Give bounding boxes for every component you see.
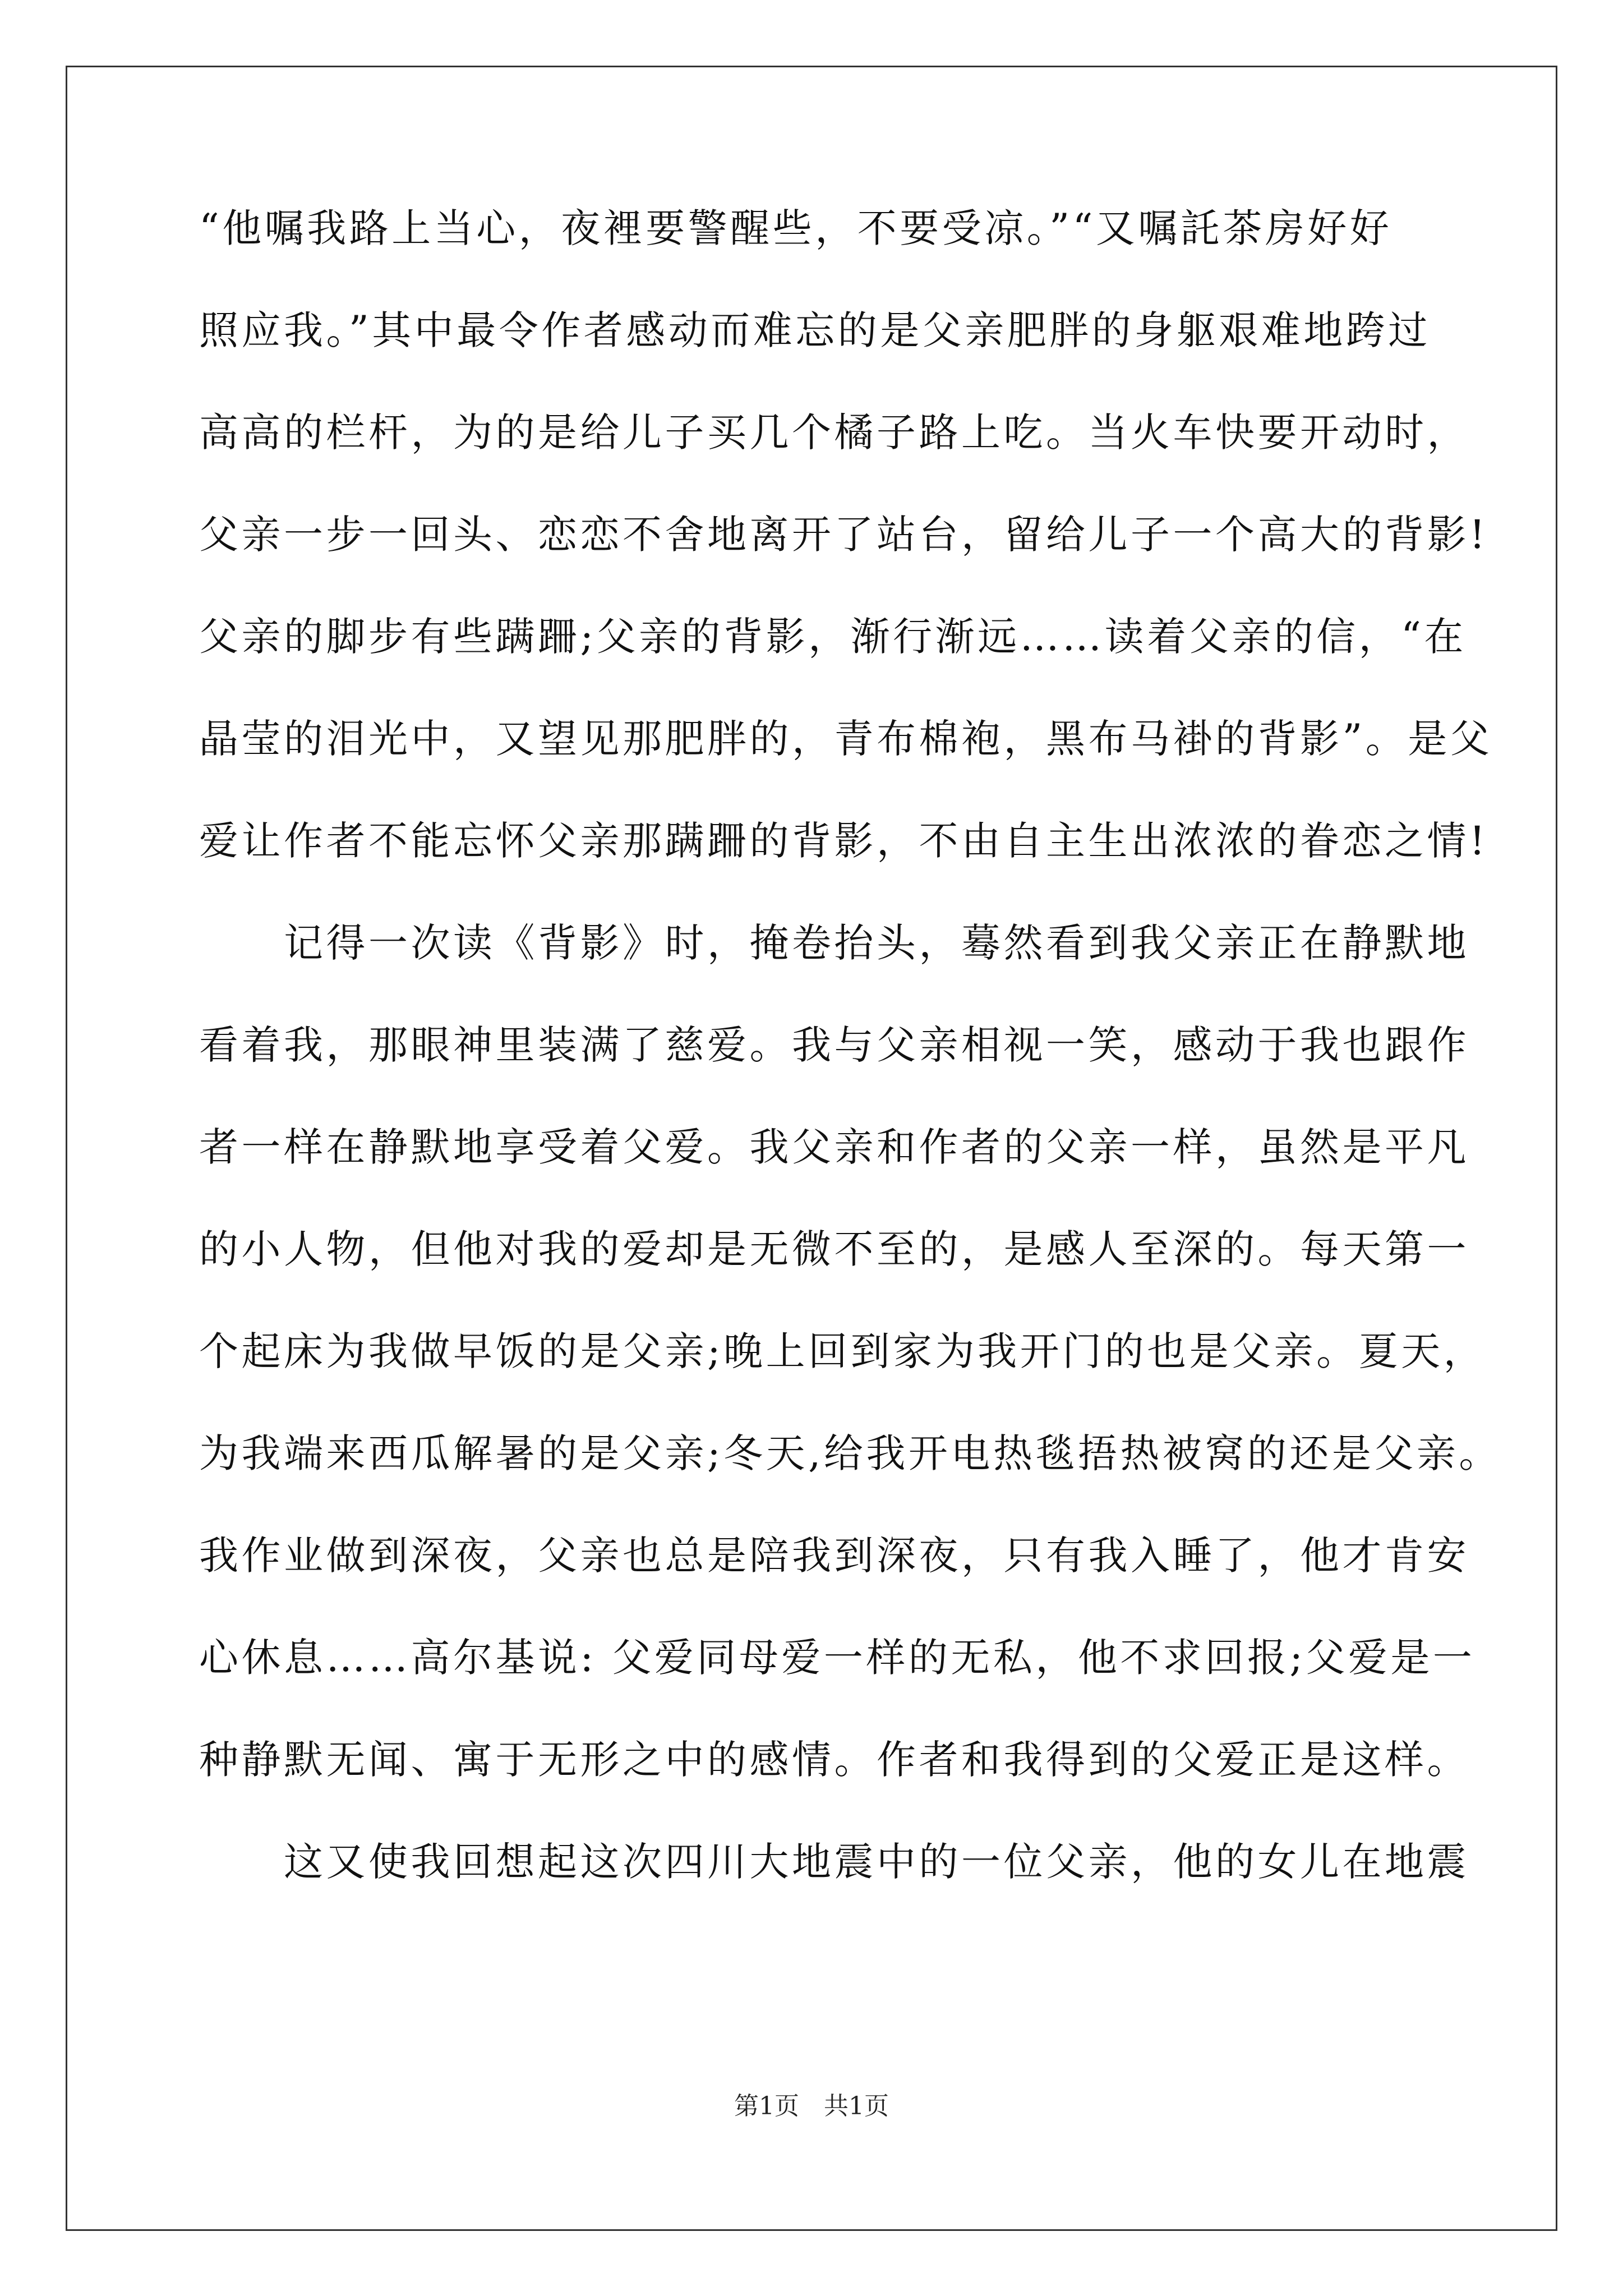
text-line: 爱让作者不能忘怀父亲那蹒跚的背影，不由自主生出浓浓的眷恋之情! <box>199 818 1488 864</box>
text-line: 父亲一步一回头、恋恋不舍地离开了站台，留给儿子一个高大的背影! <box>199 512 1488 558</box>
page-total: 共1页 <box>824 2092 889 2120</box>
document-body <box>199 205 1501 1944</box>
text-line: 父亲的脚步有些蹒跚;父亲的背影，渐行渐远……读着父亲的信，“在 <box>199 614 1467 660</box>
text-line: 记得一次读《背影》时，掩卷抬头，蓦然看到我父亲正在静默地 <box>199 920 1469 966</box>
text-line: 的小人物，但他对我的爱却是无微不至的，是感人至深的。每天第一 <box>199 1226 1469 1272</box>
page-number: 第1页 <box>734 2092 799 2120</box>
text-line: 看着我，那眼神里装满了慈爱。我与父亲相视一笑，感动于我也跟作 <box>199 1022 1469 1068</box>
page-footer <box>0 2092 1623 2120</box>
text-line: 个起床为我做早饭的是父亲;晚上回到家为我开门的也是父亲。夏天， <box>199 1328 1486 1374</box>
text-line: 为我端来西瓜解暑的是父亲;冬天,给我开电热毯捂热被窝的还是父亲。 <box>199 1430 1501 1476</box>
text-line: 这又使我回想起这次四川大地震中的一位父亲，他的女儿在地震 <box>199 1839 1469 1885</box>
text-line: 晶莹的泪光中，又望见那肥胖的，青布棉袍，黑布马褂的背影”。是父 <box>199 716 1493 762</box>
text-line: 我作业做到深夜，父亲也总是陪我到深夜，只有我入睡了，他才肯安 <box>199 1533 1469 1579</box>
text-line: 照应我。”其中最令作者感动而难忘的是父亲肥胖的身躯艰难地跨过 <box>199 307 1431 353</box>
text-line: 心休息……高尔基说: 父爱同母爱一样的无私，他不求回报;父爱是一 <box>199 1635 1476 1681</box>
text-line: 高高的栏杆，为的是给儿子买几个橘子路上吃。当火车快要开动时， <box>199 409 1469 455</box>
text-line: 者一样在静默地享受着父爱。我父亲和作者的父亲一样，虽然是平凡 <box>199 1124 1469 1170</box>
text-line: 种静默无闻、寓于无形之中的感情。作者和我得到的父爱正是这样。 <box>199 1737 1469 1783</box>
text-line: “他嘱我路上当心，夜裡要警醒些，不要受凉。”“又嘱託茶房好好 <box>199 205 1393 251</box>
